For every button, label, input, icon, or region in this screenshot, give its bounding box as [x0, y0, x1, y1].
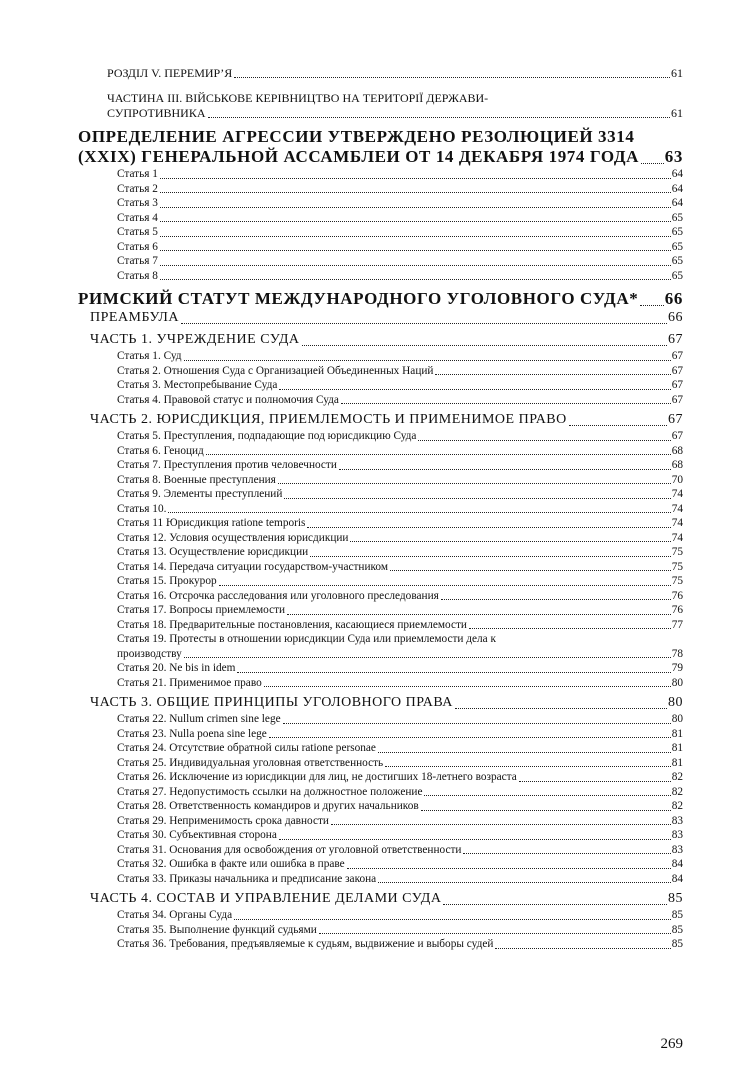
dot-leader	[443, 904, 667, 905]
toc-entry-page: 74	[671, 517, 683, 529]
dot-leader	[237, 672, 670, 673]
toc-entry-title-line: (XXIX) ГЕНЕРАЛЬНОЙ АССАМБЛЕИ ОТ 14 ДЕКАБРЯ 1974 ГОДА	[78, 147, 639, 166]
toc-entry-title: Статья 23. Nulla poena sine lege	[117, 727, 267, 740]
toc-entry-page: 75	[671, 575, 683, 587]
toc-entry-title: Статья 18. Предварительные постановления, касающиеся приемлемости	[117, 618, 467, 631]
toc-entry[interactable]	[117, 785, 683, 800]
toc-entry-page: 65	[671, 269, 683, 282]
toc-entry-page: 82	[671, 800, 683, 812]
toc-entry-title-line: Статья 19. Протесты в отношении юрисдикции Суда или приемлемости дела к	[117, 633, 497, 645]
toc-entry-page: 61	[671, 106, 683, 120]
toc-entry-title: Статья 5	[117, 226, 158, 238]
dot-leader	[339, 469, 671, 470]
toc-entry[interactable]	[78, 127, 683, 167]
toc-entry-page: 65	[671, 226, 683, 238]
dot-leader	[469, 628, 671, 629]
dot-leader	[160, 279, 671, 280]
toc-entry[interactable]	[117, 254, 683, 269]
toc-entry[interactable]	[117, 676, 683, 691]
toc-entry[interactable]	[90, 694, 683, 712]
toc-entry[interactable]	[117, 211, 683, 226]
dot-leader	[455, 708, 667, 709]
toc-entry[interactable]	[117, 458, 683, 473]
toc-entry-title: Статья 1	[117, 168, 158, 180]
toc-entry[interactable]	[117, 872, 683, 887]
toc-entry-title: Статья 6. Геноцид	[117, 444, 204, 457]
dot-leader	[495, 948, 670, 949]
toc-entry[interactable]	[117, 741, 683, 756]
toc-entry-title: Статья 16. Отсрочка расследования или уголовного преследования	[117, 589, 439, 602]
toc-entry[interactable]	[117, 240, 683, 255]
toc-entry-title: Статья 10.	[117, 502, 167, 515]
toc-entry-title: Статья 8	[117, 269, 158, 282]
dot-leader	[424, 795, 670, 796]
toc-entry-title: Статья 17. Вопросы приемлемости	[117, 604, 286, 616]
toc-entry[interactable]	[117, 661, 683, 676]
toc-entry-page: 81	[671, 727, 683, 740]
toc-entry[interactable]	[117, 828, 683, 843]
toc-entry-page: 83	[671, 843, 683, 856]
toc-entry[interactable]	[117, 603, 683, 618]
toc-entry-title: Статья 24. Отсутствие обратной силы ratione personae	[117, 742, 376, 754]
dot-leader	[181, 323, 667, 324]
toc-entry[interactable]	[117, 196, 683, 211]
dot-leader	[287, 614, 671, 615]
toc-entry-page: 85	[671, 923, 683, 936]
toc-entry[interactable]	[117, 349, 683, 364]
toc-entry[interactable]	[78, 289, 683, 309]
toc-entry-page: 67	[671, 364, 683, 377]
toc-entry-title: Статья 7	[117, 255, 158, 267]
toc-entry-page: 84	[671, 858, 683, 870]
dot-leader	[519, 781, 671, 782]
toc-entry[interactable]	[90, 890, 683, 908]
toc-entry-page: 67	[671, 430, 683, 442]
toc-entry-title: Статья 3	[117, 197, 158, 209]
toc-entry-title: Статья 25. Индивидуальная уголовная ответственность	[117, 756, 384, 769]
toc-entry[interactable]	[117, 632, 683, 661]
dot-leader	[160, 192, 671, 193]
dot-leader	[385, 766, 671, 767]
toc-entry[interactable]	[117, 574, 683, 589]
toc-entry-title: Статья 20. Ne bis in idem	[117, 662, 236, 674]
toc-entry[interactable]	[117, 225, 683, 240]
toc-entry-page: 75	[671, 546, 683, 558]
dot-leader	[569, 425, 667, 426]
toc-entry-page: 64	[671, 168, 683, 180]
toc-entry-title: Статья 13. Осуществление юрисдикции	[117, 546, 309, 558]
toc-entry-page: 70	[671, 473, 683, 486]
toc-entry[interactable]	[117, 843, 683, 858]
toc-entry-page: 83	[671, 814, 683, 827]
toc-entry[interactable]	[117, 167, 683, 182]
toc-entry[interactable]	[117, 799, 683, 814]
toc-entry-title-line: производству	[117, 647, 182, 660]
dot-leader	[160, 236, 671, 237]
toc-entry-title-line: СУПРОТИВНИКА	[107, 106, 206, 120]
toc-entry-title: Статья 1. Суд	[117, 350, 182, 362]
toc-entry[interactable]	[117, 473, 683, 488]
dot-leader	[278, 483, 671, 484]
toc-entry[interactable]	[117, 502, 683, 517]
toc-entry-page: 84	[671, 872, 683, 885]
toc-entry-title: РОЗДІЛ V. ПЕРЕМИР’Я	[107, 66, 233, 80]
toc-entry-title: Статья 15. Прокурор	[117, 575, 217, 587]
toc-entry-title: Статья 34. Органы Суда	[117, 909, 233, 921]
dot-leader	[279, 389, 670, 390]
toc-entry[interactable]	[117, 545, 683, 560]
toc-entry-title: Статья 7. Преступления против человечности	[117, 459, 337, 471]
toc-entry[interactable]	[117, 429, 683, 444]
dot-leader	[347, 868, 671, 869]
toc-entry-page: 80	[671, 713, 683, 725]
toc-entry-page: 68	[671, 459, 683, 471]
toc-entry[interactable]	[90, 411, 683, 429]
toc-entry[interactable]	[117, 937, 683, 952]
toc-entry-page: 77	[671, 618, 683, 631]
dot-leader	[206, 454, 671, 455]
dot-leader	[435, 374, 670, 375]
toc-entry-title: Статья 28. Ответственность командиров и других начальников	[117, 800, 419, 812]
dot-leader	[160, 250, 671, 251]
dot-leader	[283, 723, 671, 724]
dot-leader	[378, 752, 671, 753]
toc-entry-title: Статья 12. Условия осуществления юрисдикции	[117, 531, 349, 544]
toc-entry-title: Статья 22. Nullum crimen sine lege	[117, 713, 281, 725]
toc-entry-page: 66	[668, 310, 683, 325]
dot-leader	[378, 882, 671, 883]
toc-entry-title: ЧАСТЬ 3. ОБЩИЕ ПРИНЦИПЫ УГОЛОВНОГО ПРАВА	[90, 695, 453, 710]
toc-entry-page: 64	[671, 197, 683, 209]
toc-entry-title: ЧАСТЬ 1. УЧРЕЖДЕНИЕ СУДА	[90, 332, 300, 347]
toc-entry-page: 67	[668, 332, 683, 347]
toc-entry-title: Статья 36. Требования, предъявляемые к судьям, выдвижение и выборы судей	[117, 938, 494, 950]
toc-entry[interactable]	[90, 331, 683, 349]
toc-entry-page: 80	[668, 695, 683, 710]
toc-entry-page: 82	[671, 771, 683, 783]
toc-entry-title: Статья 6	[117, 240, 158, 253]
toc-entry-page: 67	[668, 412, 683, 427]
toc-entry[interactable]	[117, 908, 683, 923]
toc-entry[interactable]	[107, 91, 683, 121]
toc-entry-page: 66	[664, 289, 683, 308]
dot-leader	[350, 541, 670, 542]
toc-entry-title: Статья 2. Отношения Суда с Организацией Объединенных Наций	[117, 364, 434, 377]
dot-leader	[641, 163, 664, 164]
dot-leader	[160, 178, 671, 179]
toc-entry-title-line: ЧАСТИНА III. ВІЙСЬКОВЕ КЕРІВНИЦТВО НА ТЕРИТОРІЇ ДЕРЖАВИ-	[107, 91, 489, 105]
toc-entry-page: 83	[671, 829, 683, 841]
toc-entry[interactable]	[117, 770, 683, 785]
toc-entry[interactable]	[117, 393, 683, 408]
toc-entry-page: 85	[671, 909, 683, 921]
toc-entry[interactable]	[117, 182, 683, 197]
toc-entry-title: Статья 11 Юрисдикция ratione temporis	[117, 517, 306, 529]
toc-entry-title: Статья 29. Неприменимость срока давности	[117, 814, 329, 827]
toc-entry-title: Статья 14. Передача ситуации государством-участником	[117, 560, 389, 573]
dot-leader	[640, 305, 663, 306]
toc-entry-page: 78	[671, 647, 683, 660]
toc-entry-title: ЧАСТЬ 4. СОСТАВ И УПРАВЛЕНИЕ ДЕЛАМИ СУДА	[90, 891, 442, 906]
toc-entry-page: 65	[671, 240, 683, 253]
toc-entry-page: 76	[671, 604, 683, 616]
toc-entry-page: 74	[671, 488, 683, 500]
toc-entry-title: Статья 9. Элементы преступлений	[117, 488, 283, 500]
dot-leader	[463, 853, 670, 854]
toc-entry-title: ПРЕАМБУЛА	[90, 310, 179, 325]
toc-entry-title: Статья 30. Субъективная сторона	[117, 829, 277, 841]
toc-entry[interactable]	[117, 444, 683, 459]
dot-leader	[208, 117, 671, 118]
toc-entry-page: 74	[671, 502, 683, 515]
toc-entry-title: Статья 4. Правовой статус и полномочия Суда	[117, 393, 339, 406]
dot-leader	[234, 77, 670, 78]
toc-entry[interactable]	[117, 756, 683, 771]
toc-entry-page: 61	[671, 66, 683, 80]
toc-entry-title: Статья 5. Преступления, подпадающие под юрисдикцию Суда	[117, 430, 417, 442]
toc-entry-title: ЧАСТЬ 2. ЮРИСДИКЦИЯ, ПРИЕМЛЕМОСТЬ И ПРИМЕНИМОЕ ПРАВО	[90, 412, 567, 427]
toc-entry-page: 75	[671, 560, 683, 573]
toc-entry-page: 65	[671, 211, 683, 224]
toc-entry-page: 68	[671, 444, 683, 457]
toc-entry-page: 79	[671, 662, 683, 674]
toc-entry-page: 74	[671, 531, 683, 544]
toc-entry-title: Статья 8. Военные преступления	[117, 473, 276, 486]
toc-entry-page: 81	[671, 742, 683, 754]
dot-leader	[390, 570, 671, 571]
dot-leader	[160, 221, 671, 222]
toc-entry-page: 65	[671, 255, 683, 267]
dot-leader	[418, 440, 670, 441]
toc-entry-title: Статья 31. Основания для освобождения от уголовной ответственности	[117, 843, 462, 856]
dot-leader	[219, 585, 671, 586]
toc-entry-title: Статья 26. Исключение из юрисдикции для лиц, не достигших 18-летнего возраста	[117, 771, 517, 783]
dot-leader	[310, 556, 671, 557]
dot-leader	[264, 686, 671, 687]
toc-entry[interactable]	[117, 923, 683, 938]
toc-entry-page: 64	[671, 182, 683, 195]
toc-entry-title: РИМСКИЙ СТАТУТ МЕЖДУНАРОДНОГО УГОЛОВНОГО СУДА*	[78, 289, 639, 308]
toc-entry-page: 85	[668, 891, 683, 906]
toc-entry[interactable]	[90, 309, 683, 327]
toc-entry[interactable]	[117, 487, 683, 502]
toc-entry[interactable]	[117, 560, 683, 575]
toc-entry-page: 67	[671, 393, 683, 406]
dot-leader	[302, 345, 667, 346]
toc-entry[interactable]	[117, 516, 683, 531]
toc-entry-title: Статья 4	[117, 211, 158, 224]
dot-leader	[441, 599, 671, 600]
dot-leader	[160, 207, 671, 208]
toc-entry[interactable]	[107, 66, 683, 81]
dot-leader	[341, 403, 671, 404]
toc-entry[interactable]	[117, 618, 683, 633]
toc-entry-page: 81	[671, 756, 683, 769]
toc-entry[interactable]	[117, 589, 683, 604]
dot-leader	[160, 265, 671, 266]
dot-leader	[307, 527, 670, 528]
toc-entry-title: Статья 2	[117, 182, 158, 195]
toc-entry-page: 76	[671, 589, 683, 602]
toc-entry[interactable]	[117, 857, 683, 872]
dot-leader	[331, 824, 671, 825]
toc-entry[interactable]	[117, 364, 683, 379]
toc-entry-page: 67	[671, 350, 683, 362]
dot-leader	[421, 810, 671, 811]
dot-leader	[269, 737, 671, 738]
page-number: 269	[660, 1036, 683, 1052]
toc-entry-page: 67	[671, 379, 683, 391]
toc-entry[interactable]	[117, 727, 683, 742]
toc-entry-title: Статья 33. Приказы начальника и предписание закона	[117, 872, 377, 885]
dot-leader	[168, 512, 670, 513]
toc-entry-title: Статья 32. Ошибка в факте или ошибка в праве	[117, 858, 345, 870]
toc-entry[interactable]	[117, 531, 683, 546]
dot-leader	[184, 657, 671, 658]
toc-entry-title: Статья 3. Местопребывание Суда	[117, 379, 278, 391]
toc-entry-title: Статья 21. Применимое право	[117, 676, 262, 689]
dot-leader	[184, 360, 671, 361]
toc-entry-title-line: ОПРЕДЕЛЕНИЕ АГРЕССИИ УТВЕРЖДЕНО РЕЗОЛЮЦИЕЙ 3314	[78, 127, 635, 146]
toc-entry-title: Статья 35. Выполнение функций судьями	[117, 923, 317, 936]
toc-entry-title: Статья 27. Недопустимость ссылки на должностное положение	[117, 785, 423, 798]
toc-entry-page: 82	[671, 785, 683, 798]
dot-leader	[319, 933, 671, 934]
dot-leader	[234, 919, 671, 920]
toc-entry-page: 63	[664, 147, 683, 166]
toc-entry-page: 85	[671, 938, 683, 950]
toc-entry[interactable]	[117, 378, 683, 393]
toc-entry[interactable]	[117, 814, 683, 829]
dot-leader	[284, 498, 670, 499]
table-of-contents	[0, 66, 750, 952]
toc-entry-page: 80	[671, 676, 683, 689]
dot-leader	[279, 839, 671, 840]
toc-entry[interactable]	[117, 269, 683, 284]
toc-entry[interactable]	[117, 712, 683, 727]
